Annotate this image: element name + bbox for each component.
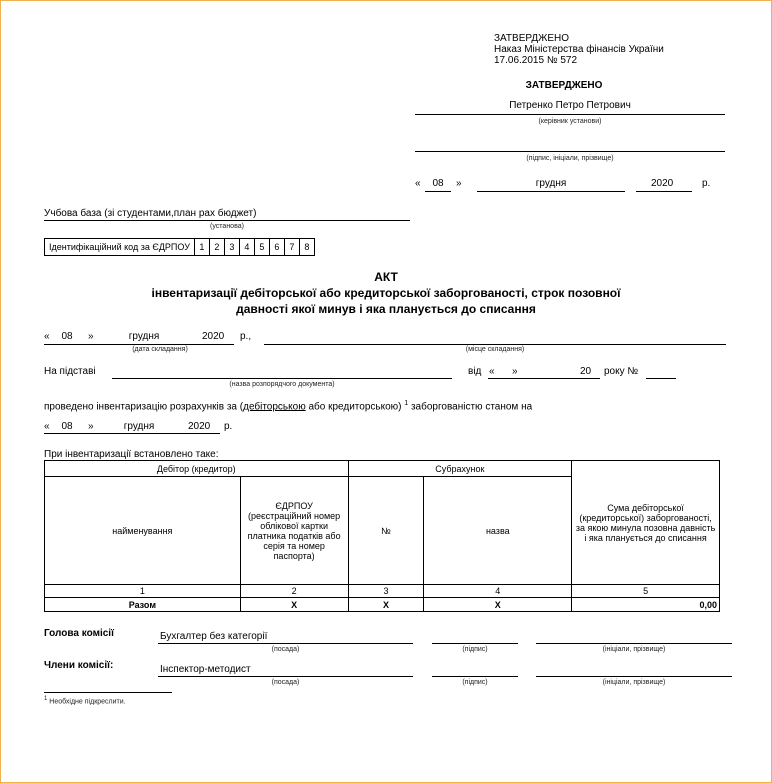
member-signature-caption: (підпис) [462,679,488,686]
subaccount-header: Субрахунок [348,461,572,477]
compile-year: 2020 [202,331,225,342]
number-header: № [348,477,424,585]
inventory-year-suffix: р. [224,421,233,432]
edrpou-header: ЄДРПОУ (реєстраційний номер облікової картки платника податків або серія та номер паспорта) [240,477,348,585]
basis-from: від [468,366,482,377]
approval-year-suffix: р. [702,178,711,189]
name-header: найменування [45,477,241,585]
head-initials-caption: (ініціали, прізвище) [602,646,666,653]
edrpou-digit: 4 [239,239,254,255]
debtor-header: Дебітор (кредитор) [45,461,349,477]
approval-heading: ЗАТВЕРДЖЕНО [494,33,570,44]
edrpou-digit: 2 [209,239,224,255]
approved-heading: ЗАТВЕРДЖЕНО [525,80,603,91]
total-x-2: Х [240,598,348,612]
compile-year-suffix: р., [240,331,252,342]
basis-doc-caption: (назва розпорядчого документа) [229,381,335,388]
inventory-month: грудня [123,421,155,432]
edrpou-digit: 5 [254,239,269,255]
act-subtitle-line2: давності якої минув і яка планується до списання [236,302,536,316]
signature-caption: (підпис, ініціали, прізвище) [526,155,614,162]
basis-year-word: року № [604,366,639,377]
institution-name: Учбова база (зі студентами,план рах бюджет) [44,208,257,219]
edrpou-digit: 8 [299,239,314,255]
member-initials-caption: (ініціали, прізвище) [602,679,666,686]
edrpou-label: Ідентифікаційний код за ЄДРПОУ [49,242,190,252]
edrpou-digit: 6 [269,239,284,255]
basis-quote-open: « [489,366,495,377]
table-intro: При інвентаризації встановлено таке: [44,449,219,460]
compile-day: 08 [61,331,73,342]
title-header: назва [424,477,572,585]
approval-order-line: Наказ Міністерства фінансів України [494,44,664,55]
inventory-quote-open: « [44,421,50,432]
head-name: Петренко Петро Петрович [509,100,631,111]
compile-quote-open: « [44,331,50,342]
commission-head-position: Бухгалтер без категорії [160,631,268,642]
commission-members-label: Члени комісії: [44,660,114,671]
institution-caption: (установа) [210,223,244,230]
basis-label: На підставі [44,366,96,377]
compile-place-caption: (місце складання) [465,346,525,353]
commission-member-position: Інспектор-методист [160,664,251,675]
col-number-5: 5 [572,585,720,598]
head-position-caption: (посада) [271,646,300,653]
basis-year-prefix: 20 [580,366,592,377]
member-position-caption: (посада) [271,679,300,686]
compile-month: грудня [128,331,160,342]
edrpou-digit: 3 [224,239,239,255]
total-x-4: Х [424,598,572,612]
debit-word: дебіторською [243,401,306,413]
sum-header: Сума дебіторської (кредиторської) заборгованості, за якою минула позовна давність і яка планується до списання [572,461,720,585]
approval-day: 08 [432,178,444,189]
footnote: $^1$ Необхідне підкреслити. [44,696,126,706]
act-title: АКТ [374,270,398,284]
quote-close: » [456,178,462,189]
inventory-year: 2020 [188,421,211,432]
edrpou-digit: 7 [284,239,299,255]
approval-month: грудня [535,178,567,189]
commission-head-label: Голова комісії [44,628,114,639]
col-number-2: 2 [240,585,348,598]
total-sum: 0,00 [572,598,720,612]
edrpou-box [44,238,315,256]
edrpou-digit: 1 [194,239,209,255]
compile-quote-close: » [88,331,94,342]
col-number-1: 1 [45,585,241,598]
basis-quote-close: » [512,366,518,377]
quote-open: « [415,178,421,189]
col-number-4: 4 [424,585,572,598]
head-caption: (керівник установи) [538,118,602,125]
inventory-sentence: проведено інвентаризацію розрахунків за (дебіторською або кредиторською) $^1$ заборгованістю станом на [44,400,533,413]
approval-order-date: 17.06.2015 № 572 [494,55,578,66]
inventory-day: 08 [61,421,73,432]
compile-date-caption: (дата складання) [132,346,188,353]
total-label: Разом [45,598,241,612]
inventory-table [44,460,720,612]
act-subtitle-line1: інвентаризації дебіторської або кредиторської заборгованості, строк позовної [151,286,621,300]
total-x-3: Х [348,598,424,612]
inventory-quote-close: » [88,421,94,432]
head-signature-caption: (підпис) [462,646,488,653]
approval-year: 2020 [651,178,674,189]
col-number-3: 3 [348,585,424,598]
